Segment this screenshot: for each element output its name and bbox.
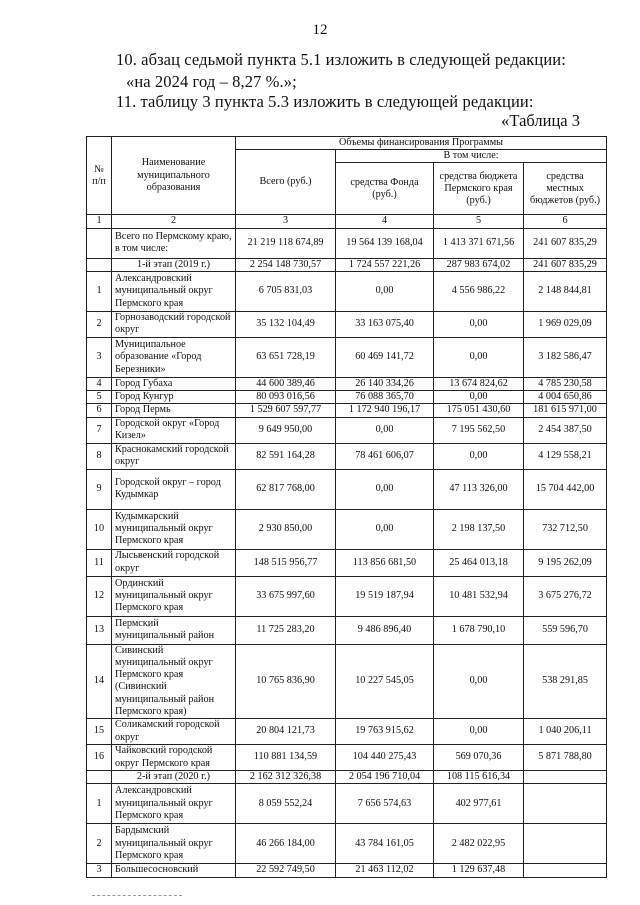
table-row: [87, 549, 607, 576]
table-row: [87, 616, 607, 644]
row-number: 7: [87, 417, 112, 443]
local-budget-value: 241 607 835,29: [524, 258, 607, 271]
row-number: 8: [87, 443, 112, 469]
total-value: 2 254 148 730,57: [236, 258, 336, 271]
table-row: [87, 228, 607, 258]
header-local-budgets: средства местных бюджетов (руб.): [524, 163, 607, 215]
column-number: 2: [112, 215, 236, 228]
local-budget-value: 4 004 650,86: [524, 391, 607, 404]
municipality-name: Ординский муниципальный округ Пермского края: [112, 576, 236, 616]
column-number: 4: [336, 215, 434, 228]
table-row: [87, 417, 607, 443]
table-row: [87, 824, 607, 864]
financing-table: [86, 136, 607, 878]
table-row: [87, 404, 607, 417]
table-row: [87, 469, 607, 509]
row-number: [87, 228, 112, 258]
column-number: 6: [524, 215, 607, 228]
fund-value: 33 163 075,40: [336, 311, 434, 337]
table-row: [87, 271, 607, 311]
regional-budget-value: 25 464 013,18: [434, 549, 524, 576]
column-number: 3: [236, 215, 336, 228]
fund-value: 19 519 187,94: [336, 576, 434, 616]
total-value: 148 515 956,77: [236, 549, 336, 576]
municipality-name: Город Пермь: [112, 404, 236, 417]
fund-value: 0,00: [336, 417, 434, 443]
municipality-name: Город Кунгур: [112, 391, 236, 404]
municipality-name: Городской округ «Город Кизел»: [112, 417, 236, 443]
regional-budget-value: 2 482 022,95: [434, 824, 524, 864]
municipality-name: 1-й этап (2019 г.): [112, 258, 236, 271]
page-number: 12: [312, 22, 328, 38]
table-caption: «Таблица 3: [501, 111, 580, 130]
column-number: 1: [87, 215, 112, 228]
fund-value: 19 564 139 168,04: [336, 228, 434, 258]
total-value: 82 591 164,28: [236, 443, 336, 469]
local-budget-value: [524, 784, 607, 824]
fund-value: 10 227 545,05: [336, 644, 434, 718]
row-number: 14: [87, 644, 112, 718]
paragraph-10-text: «на 2024 год – 8,27 %.»;: [126, 72, 297, 91]
local-budget-value: 732 712,50: [524, 509, 607, 549]
total-value: 44 600 389,46: [236, 377, 336, 390]
total-value: 9 649 950,00: [236, 417, 336, 443]
municipality-name: Краснокамский городской округ: [112, 443, 236, 469]
row-number: 2: [87, 824, 112, 864]
municipality-name: Всего по Пермскому краю, в том числе:: [112, 228, 236, 258]
table-row: [87, 509, 607, 549]
table-row: [87, 337, 607, 377]
regional-budget-value: 0,00: [434, 337, 524, 377]
regional-budget-value: 0,00: [434, 311, 524, 337]
regional-budget-value: 13 674 824,62: [434, 377, 524, 390]
table-row: [87, 745, 607, 771]
fund-value: 21 463 112,02: [336, 864, 434, 877]
municipality-name: Город Губаха: [112, 377, 236, 390]
row-number: 3: [87, 337, 112, 377]
regional-budget-value: 2 198 137,50: [434, 509, 524, 549]
municipality-name: Сивинский муниципальный округ Пермского края (Сивинский муниципальный район Пермского края): [112, 644, 236, 718]
total-value: 110 881 134,59: [236, 745, 336, 771]
row-number: 12: [87, 576, 112, 616]
local-budget-value: 559 596,70: [524, 616, 607, 644]
local-budget-value: 3 675 276,72: [524, 576, 607, 616]
row-number: 11: [87, 549, 112, 576]
local-budget-value: 1 040 206,11: [524, 719, 607, 745]
fund-value: 7 656 574,63: [336, 784, 434, 824]
fund-value: 60 469 141,72: [336, 337, 434, 377]
fund-value: 76 088 365,70: [336, 391, 434, 404]
total-value: 46 266 184,00: [236, 824, 336, 864]
header-regional-budget: средства бюджета Пермского края (руб.): [434, 163, 524, 215]
local-budget-value: 4 785 230,58: [524, 377, 607, 390]
municipality-name: Александровский муниципальный округ Пермского края: [112, 271, 236, 311]
municipality-name: Бардымский муниципальный округ Пермского края: [112, 824, 236, 864]
regional-budget-value: 10 481 532,94: [434, 576, 524, 616]
municipality-name: Лысьвенский городской округ: [112, 549, 236, 576]
table-row: [87, 644, 607, 718]
row-number: 9: [87, 469, 112, 509]
local-budget-value: 4 129 558,21: [524, 443, 607, 469]
fund-value: 0,00: [336, 469, 434, 509]
table-row: [87, 719, 607, 745]
row-number: 4: [87, 377, 112, 390]
paragraph-11: 11. таблицу 3 пункта 5.3 изложить в следующей редакции:: [116, 92, 534, 111]
regional-budget-value: 1 129 637,48: [434, 864, 524, 877]
fund-value: 19 763 915,62: [336, 719, 434, 745]
table-row: [87, 311, 607, 337]
fund-value: 104 440 275,43: [336, 745, 434, 771]
regional-budget-value: 108 115 616,34: [434, 771, 524, 784]
table-row: [87, 377, 607, 390]
table-row: [87, 864, 607, 877]
regional-budget-value: 1 413 371 671,56: [434, 228, 524, 258]
total-value: 62 817 768,00: [236, 469, 336, 509]
fund-value: 0,00: [336, 271, 434, 311]
regional-budget-value: 402 977,61: [434, 784, 524, 824]
total-value: 35 132 104,49: [236, 311, 336, 337]
row-number: 10: [87, 509, 112, 549]
municipality-name: Соликамский городской округ: [112, 719, 236, 745]
row-number: 6: [87, 404, 112, 417]
local-budget-value: [524, 824, 607, 864]
municipality-name: 2-й этап (2020 г.): [112, 771, 236, 784]
regional-budget-value: 287 983 674,02: [434, 258, 524, 271]
row-number: 15: [87, 719, 112, 745]
header-fund: средства Фонда (руб.): [336, 163, 434, 215]
row-number: 5: [87, 391, 112, 404]
total-value: 1 529 607 597,77: [236, 404, 336, 417]
municipality-name: Чайковский городской округ Пермского края: [112, 745, 236, 771]
fund-value: 43 784 161,05: [336, 824, 434, 864]
header-including: В том числе:: [336, 150, 607, 163]
regional-budget-value: 0,00: [434, 443, 524, 469]
table-row: [87, 443, 607, 469]
local-budget-value: 2 148 844,81: [524, 271, 607, 311]
row-number: 1: [87, 271, 112, 311]
fund-value: 78 461 606,07: [336, 443, 434, 469]
footer-mark: [92, 895, 182, 896]
header-financing-volumes: Объемы финансирования Программы: [236, 137, 607, 150]
regional-budget-value: 4 556 986,22: [434, 271, 524, 311]
table-row: [87, 784, 607, 824]
stage-row: [87, 771, 607, 784]
row-number: [87, 771, 112, 784]
local-budget-value: [524, 771, 607, 784]
header-number: № п/п: [87, 137, 112, 215]
total-value: 10 765 836,90: [236, 644, 336, 718]
fund-value: 9 486 896,40: [336, 616, 434, 644]
regional-budget-value: 7 195 562,50: [434, 417, 524, 443]
regional-budget-value: 0,00: [434, 391, 524, 404]
total-value: 8 059 552,24: [236, 784, 336, 824]
regional-budget-value: 0,00: [434, 719, 524, 745]
local-budget-value: 538 291,85: [524, 644, 607, 718]
local-budget-value: 241 607 835,29: [524, 228, 607, 258]
total-value: 22 592 749,50: [236, 864, 336, 877]
local-budget-value: 1 969 029,09: [524, 311, 607, 337]
local-budget-value: 15 704 442,00: [524, 469, 607, 509]
local-budget-value: 3 182 586,47: [524, 337, 607, 377]
local-budget-value: [524, 864, 607, 877]
municipality-name: Большесосновский: [112, 864, 236, 877]
paragraph-10: 10. абзац седьмой пункта 5.1 изложить в следующей редакции:: [116, 50, 566, 69]
regional-budget-value: 175 051 430,60: [434, 404, 524, 417]
regional-budget-value: 47 113 326,00: [434, 469, 524, 509]
municipality-name: Кудымкарский муниципальный округ Пермского края: [112, 509, 236, 549]
table-row: [87, 391, 607, 404]
regional-budget-value: 569 070,36: [434, 745, 524, 771]
fund-value: 1 172 940 196,17: [336, 404, 434, 417]
table-header: [87, 137, 607, 229]
table-row: [87, 576, 607, 616]
total-value: 63 651 728,19: [236, 337, 336, 377]
local-budget-value: 2 454 387,50: [524, 417, 607, 443]
local-budget-value: 181 615 971,00: [524, 404, 607, 417]
total-value: 33 675 997,60: [236, 576, 336, 616]
table-body: [87, 228, 607, 877]
total-value: 21 219 118 674,89: [236, 228, 336, 258]
local-budget-value: 9 195 262,09: [524, 549, 607, 576]
municipality-name: Муниципальное образование «Город Березники»: [112, 337, 236, 377]
municipality-name: Пермский муниципальный район: [112, 616, 236, 644]
row-number: 2: [87, 311, 112, 337]
row-number: 3: [87, 864, 112, 877]
total-value: 2 930 850,00: [236, 509, 336, 549]
regional-budget-value: 1 678 790,10: [434, 616, 524, 644]
local-budget-value: 5 871 788,80: [524, 745, 607, 771]
fund-value: 0,00: [336, 509, 434, 549]
municipality-name: Городской округ – город Кудымкар: [112, 469, 236, 509]
total-value: 20 804 121,73: [236, 719, 336, 745]
municipality-name: Горнозаводский городской округ: [112, 311, 236, 337]
total-value: 80 093 016,56: [236, 391, 336, 404]
stage-row: [87, 258, 607, 271]
fund-value: 26 140 334,26: [336, 377, 434, 390]
fund-value: 1 724 557 221,26: [336, 258, 434, 271]
column-number: 5: [434, 215, 524, 228]
regional-budget-value: 0,00: [434, 644, 524, 718]
header-total: Всего (руб.): [236, 150, 336, 215]
row-number: 16: [87, 745, 112, 771]
header-municipality: Наименование муниципального образования: [112, 137, 236, 215]
total-value: 2 162 312 326,38: [236, 771, 336, 784]
row-number: 13: [87, 616, 112, 644]
row-number: [87, 258, 112, 271]
municipality-name: Александровский муниципальный округ Пермского края: [112, 784, 236, 824]
row-number: 1: [87, 784, 112, 824]
fund-value: 2 054 196 710,04: [336, 771, 434, 784]
fund-value: 113 856 681,50: [336, 549, 434, 576]
total-value: 6 705 831,03: [236, 271, 336, 311]
total-value: 11 725 283,20: [236, 616, 336, 644]
